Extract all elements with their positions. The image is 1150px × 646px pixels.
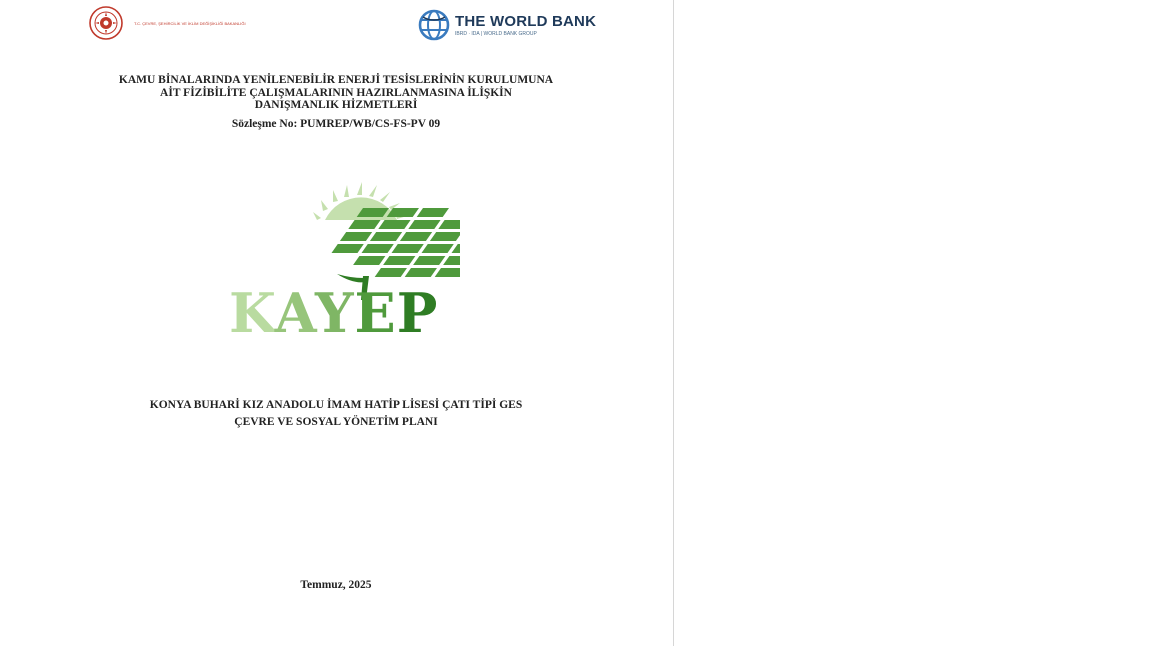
world-bank-name: THE WORLD BANK — [455, 12, 597, 30]
world-bank-subtitle: IBRD · IDA | WORLD BANK GROUP — [455, 30, 537, 37]
project-title-block — [40, 74, 632, 131]
ministry-logo — [82, 5, 246, 41]
document-title-line-1: KONYA BUHARİ KIZ ANADOLU İMAM HATİP LİSESİ ÇATI TİPİ GES — [149, 399, 523, 411]
world-bank-globe-icon — [417, 8, 451, 42]
kayep-wordmark: KAYEP — [229, 281, 439, 345]
project-title-line-1: KAMU BİNALARINDA YENİLENEBİLİR ENERJİ TESİSLERİNİN KURULUMUNA — [118, 74, 554, 86]
project-title-line-3: DANIŞMANLIK HİZMETLERİ — [254, 99, 418, 111]
blank-page-area — [674, 0, 1150, 646]
ministry-logo-text: T.C. ÇEVRE, ŞEHİRCİLİK VE İKLİM DEĞİŞİKLİĞİ BAKANLIĞI — [134, 20, 246, 26]
world-bank-logo — [417, 8, 596, 42]
project-title-line-2: AİT FİZİBİLİTE ÇALIŞMALARININ HAZIRLANMASINA İLİŞKİN — [160, 86, 512, 99]
document-date: Temmuz, 2025 — [300, 579, 372, 591]
contract-number: Sözleşme No: PUMREP/WB/CS-FS-PV 09 — [231, 117, 441, 130]
document-title-line-2: ÇEVRE VE SOSYAL YÖNETİM PLANI — [234, 416, 438, 428]
ministry-seal-icon — [82, 5, 130, 41]
